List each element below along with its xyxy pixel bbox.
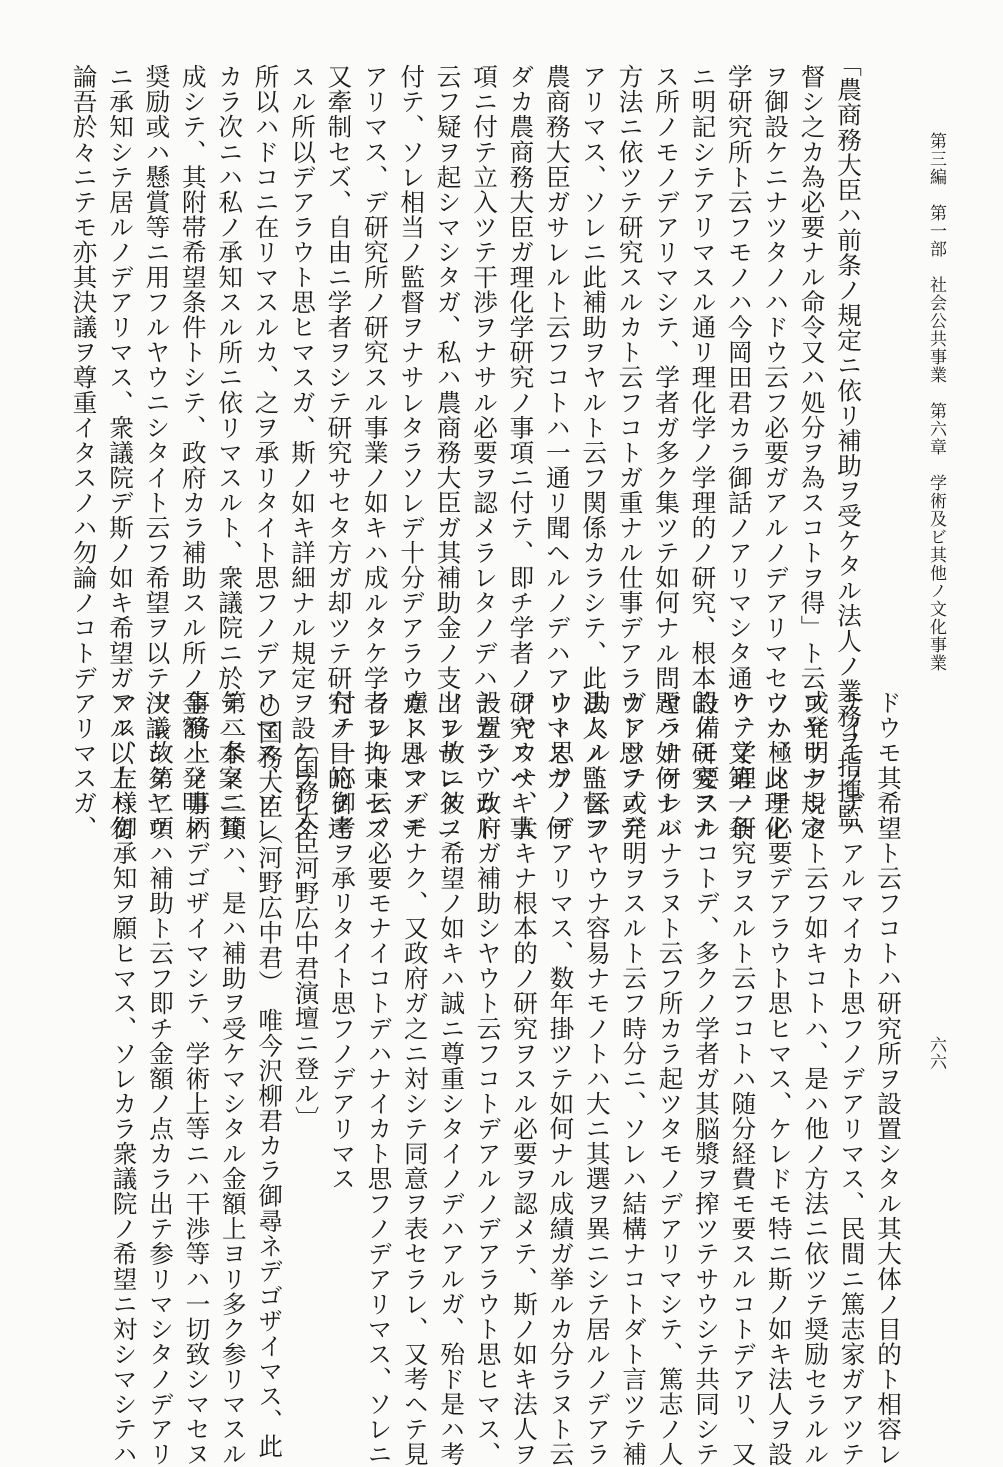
text-column: フヤウナ、大キナ根本的ノ研究ヲスル必要ヲ認メテ、斯ノ如キ法人ヲ [510,690,539,1467]
text-column: ○国務大臣（河野広中君） 唯今沢柳君カラ御尋ネデゴザイマス、此 [255,690,285,1459]
running-header [926,132,946,672]
text-column: ソレ故第二項ハ補助ト云フ即チ金額ノ点カラ出テ参リマシタノデアリ [146,690,175,1467]
text-column: アリマス、デ研究所ノ研究スル事業ノ如キハ成ルタケ学者ヲ拘束セズ [360,64,390,841]
text-column: 設備モ要スルコトデ、多クノ学者ガ其脳漿ヲ搾ツテサウシテ共同シテ [692,690,721,1467]
text-column: 農商務大臣ガサレルト云フコトハ一通リ聞ヘルノデハアリマスガ、何 [542,64,572,841]
text-column: スル所以デアラウト思ヒマスガ、斯ノ如キ詳細ナル規定ヲ設ケラレタ [288,64,317,841]
text-column: 第二条ノ二項ハ、是ハ補助ヲ受ケマシタル金額上ヨリ多ク参リマスル [218,690,248,1467]
text-column: ダカ農商務大臣ガ理化学研究ノ事項ニ付テ、即チ学者ノ研究スベキ事 [506,64,536,841]
text-column: 成シテ、其附帯希望条件トシテ、政府カラ補助スル所ノ金額ハ発明ノ [178,64,208,841]
text-column: アリマス、ソレニ此補助ヲヤルト云フ関係カラシテ、此法人ノ監督ヲ [579,64,609,841]
text-column: 学研究所ト云フモノハ今岡田君カラ御話ノアリマシタ通リ、又第一条 [724,64,754,841]
text-column: 奨励或ハ懸賞等ニ用フルヤウニシタイト云フ希望ヲ以テ決議シタヤウ [142,64,172,841]
text-column: ヤラナケレバナラヌト云フ所カラ起ツタモノデアリマシテ、篤志ノ人 [655,690,685,1467]
header-chapter: 第六章 [926,402,946,456]
text-column: 助スルト云フヤウナ容易ナモノトハ大ニ其選ヲ異ニシテ居ルノデアラ [582,690,612,1467]
text-column: マス、左様御承知ヲ願ヒマス、ソレカラ衆議院ノ希望ニ対シマシテハ [109,690,139,1467]
text-column: 又牽制セズ、自由ニ学者ヲシテ研究サセタ方ガ却ツテ研究ノ目的ヲ達 [324,64,354,841]
text-column: 設置シ、政府ガ補助シヤウト云フコトデアルノデアラウト思ヒマス、 [473,690,503,1467]
text-column: 「農商務大臣ハ前条ノ規定ニ依リ補助ヲ受ケタル法人ノ業務ヲ指揮監 [834,52,863,829]
text-column: 所以ハドコニ在リマスルカ、之ヲ承リタイト思フノデアリマス、ソレ [251,64,281,841]
text-column: 方法ニ依ツテ研究スルカト云フコトガ重ナル仕事デアラウト思フノデ [615,64,645,841]
text-column: 或発明ヲシタト云フ如キコトハ、是ハ他ノ方法ニ依ツテ奨励セラルル [801,690,831,1467]
text-column: 云フ疑ヲ起シマシタガ、私ハ農商務大臣ガ其補助金ノ支出ヲサレタニ [433,64,463,841]
text-column: ノハ極メテ必要デアラウト思ヒマス、ケレドモ特ニ斯ノ如キ法人ヲ設 [764,690,794,1467]
text-column: 付テ、ソレ相当ノ監督ヲナサレタラソレデ十分デアラウカト思フノデ [397,64,427,841]
text-column: ナイモノデハアルマイカト思フノデアリマス、民間ニ篤志家ガアツテ [837,690,867,1467]
text-column: 〔国務大臣河野広中君演壇ニ登ル〕 [291,730,321,1131]
header-part: 第三編 [926,132,946,186]
text-column: ケテ学理ノ研究ヲスルト云フコトハ随分経費モ要スルコトデアリ、又 [728,690,758,1467]
text-column: 論吾於々ニテモ亦其決議ヲ尊重イタスノハ勿論ノコトデアリマスガ、 [69,64,99,841]
text-column: 付テ一応御考ヲ承リタイト思フノデアリマス [328,690,357,1191]
text-column: 項ニ付テ立入ツテ干渉ヲナサル必要ヲ認メラレタノデハナカラウカト [470,64,499,841]
page-number: 六六 [926,1036,946,1070]
text-column: ウト思フノデアリマス、数年掛ツテ如何ナル成績ガ挙ルカ分ラヌト云 [546,690,576,1467]
text-column: ドウモ其希望ト云フコトハ研究所ヲ設置シタル其大体ノ目的ト相容レ [874,690,903,1467]
text-column: ラレルト云フ必要モナイコトデハナイカト思フノデアリマス、ソレニ [364,690,394,1467]
text-column: 事務上ノ事柄デゴザイマシテ、学術上等ニハ干渉等ハ一切致シマセヌ [182,690,212,1467]
text-column: ス所ノモノデアリマシテ、学者ガ多ク集ツテ如何ナル問題ハ如何ナル [652,64,681,841]
text-column: カラ次ニハ私ノ承知スル所ニ依リマスルト、衆議院ニ於テハ本案ニ賛 [215,64,245,841]
header-section-title: 社会公共事業 [926,276,946,384]
text-column: ソレ故ニ彼ノ希望ノ如キハ誠ニ尊重シタイノデハアルガ、殆ド是ハ考 [437,690,467,1467]
header-section: 第一部 [926,204,946,258]
header-chapter-title: 学術及ビ其他ノ文化事業 [926,474,946,672]
text-column: ガアツテ或発明ヲスルト云フ時分ニ、ソレハ結構ナコトダト言ツテ補 [619,690,649,1467]
text-column: 慮スルマデモナク、又政府ガ之ニ対シテ同意ヲ表セラレ、又考ヘテ見 [400,690,430,1467]
text-column: 督シ之カ為必要ナル命令又ハ処分ヲ為スコトヲ得」ト云フヤウナ規定 [797,64,827,841]
text-column: ニ承知シテ居ルノデアリマス、衆議院デ斯ノ如キ希望ガアル以上ハ勿 [106,64,135,841]
text-column: ニ明記シテアリマスル通リ理化学ノ学理的ノ研究、根本的ノ研究ヲナ [688,64,718,841]
text-column: ヲ御設ケニナツタノハドウ云フ必要ガアルノデアリマセウカ、此理化 [761,64,791,841]
